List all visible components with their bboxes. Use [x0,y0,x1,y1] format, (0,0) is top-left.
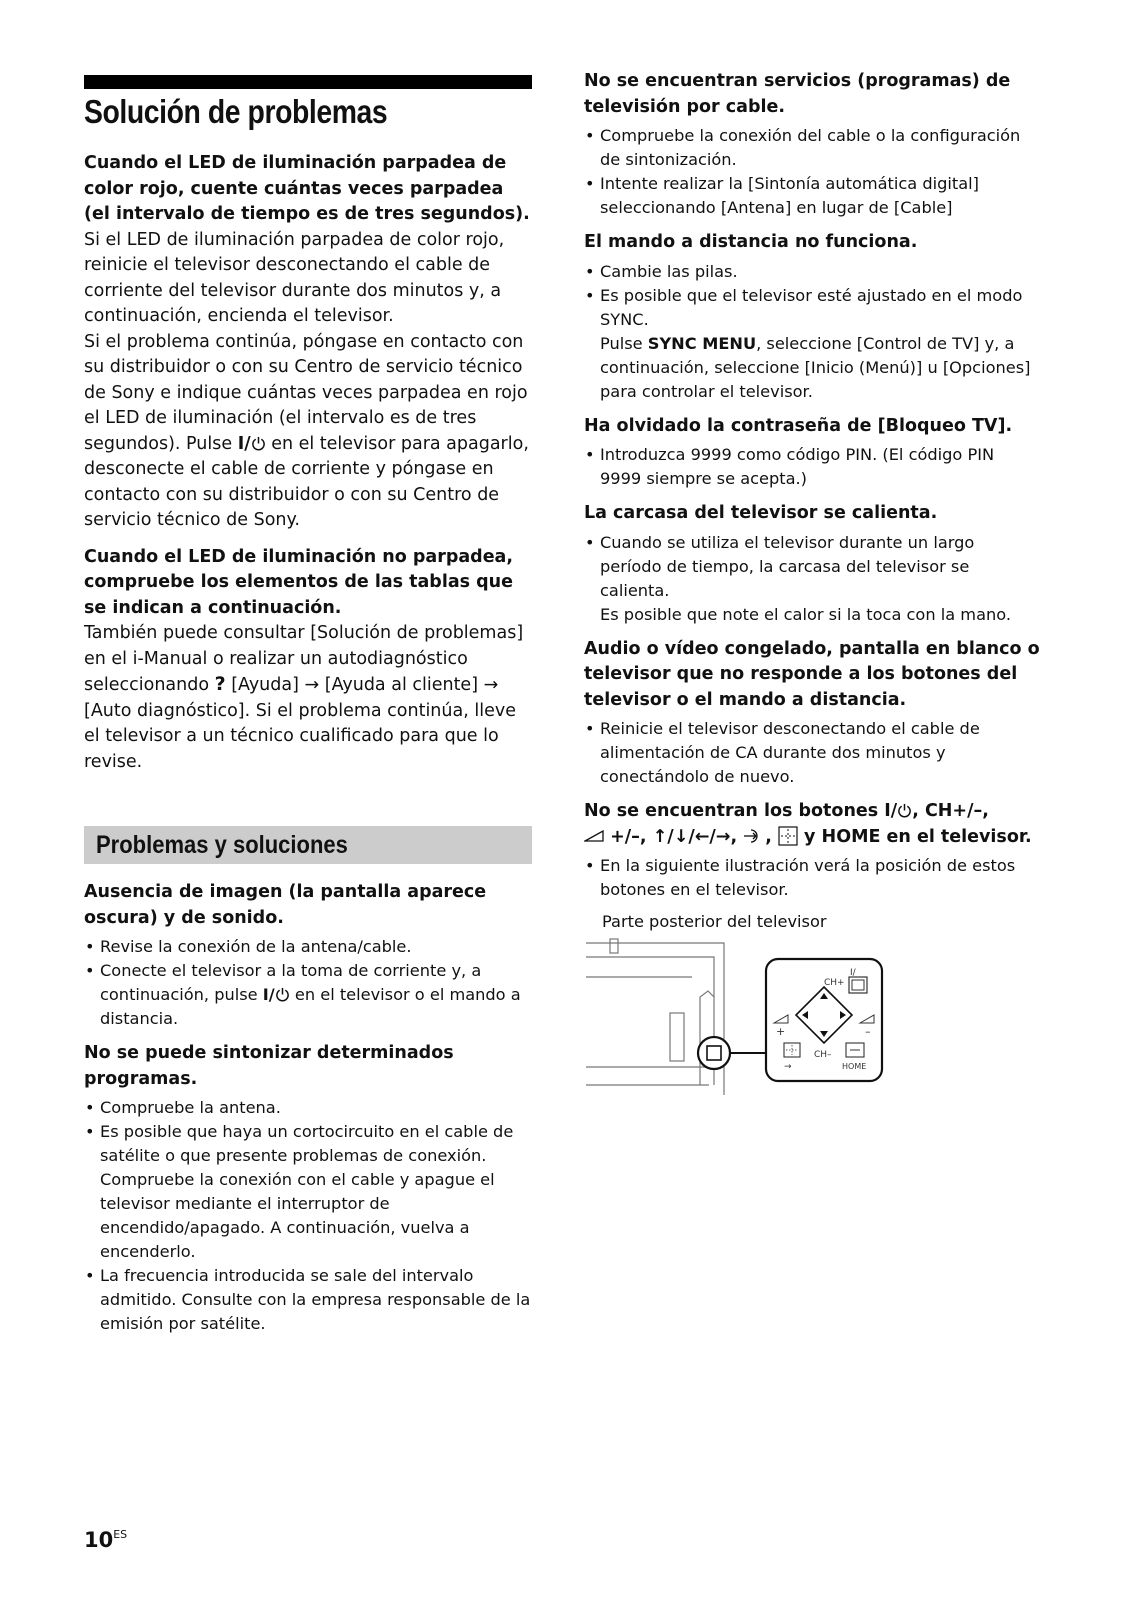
list-item: • Compruebe la antena. [84,1096,532,1120]
password-heading: Ha olvidado la contraseña de [Bloqueo TV]. [584,415,1013,436]
remote-heading: El mando a distancia no funciona. [584,232,918,252]
section-bar [84,826,532,864]
ch-plus-label: CH+ [824,978,845,988]
page-title: Solución de problemas [84,93,388,130]
list-item-text: Conecte el televisor a la toma de corriente y, a continuación, pulse [100,961,482,1004]
list-item: • Es posible que haya un cortocircuito en el cable de satélite o que presente problemas de conexión. Compruebe la conexión con el cable y apague el televisor mediante el interruptor de encendido/apagado. A continuación, vuelva a encenderlo. [84,1120,532,1264]
remote-list [584,260,1040,404]
sync-menu-key: SYNC MENU [647,333,757,353]
password-list [584,443,1040,491]
power-symbol: I/ [238,434,266,454]
list-item: • Cambie las pilas. [584,260,1040,284]
frozen-heading: Audio o vídeo congelado, pantalla en blanco o televisor que no responde a los botones del televisor o el mando a distancia. [584,638,1040,710]
list-item-text: en el televisor o el mando a distancia. [100,985,521,1028]
list-item: • Intente realizar la [Sintonía automática digital] seleccionando [Antena] en lugar de [Cable] [584,172,1040,220]
help-menu-label: [Ayuda] [231,675,299,695]
hot-case-heading: La carcasa del televisor se calienta. [584,503,938,523]
options-icon [778,826,798,846]
buttons-list [584,854,1040,902]
arrow-right-icon: → [304,675,320,695]
page-number-value: 10 [84,1528,114,1552]
no-picture-heading: Ausencia de imagen (la pantalla aparece oscura) y de sonido. [84,882,487,928]
led-blinks-paragraph-2-end: en el televisor para apagarlo, desconecte el cable de corriente y póngase en contacto con su distribuidor o con su Centro de servicio técnico de Sony. [84,433,529,530]
customer-help-label: [Ayuda al cliente] [324,675,479,695]
help-icon: ? [214,673,226,695]
list-item: • Revise la conexión de la antena/cable. [84,935,532,959]
list-item [584,531,1040,627]
power-label: I/ [850,968,856,978]
page-number [84,1528,127,1552]
hot-case-list [584,531,1040,627]
list-item: • Compruebe la conexión del cable o la configuración de sintonización. [584,124,1040,172]
cannot-tune-list [84,1096,532,1336]
left-column-problems [84,880,532,1336]
joystick-icon [707,1046,721,1060]
led-no-blink-heading: Cuando el LED de iluminación no parpadea, compruebe los elementos de las tablas que se indican a continuación. [84,546,514,618]
cable-services-heading: No se encuentran servicios (programas) de televisión por cable. [584,71,1011,117]
home-label: HOME [842,1062,867,1071]
list-item: • La frecuencia introducida se sale del intervalo admitido. Consulte con la empresa responsable de la emisión por satélite. [84,1264,532,1336]
input-icon: → [784,1062,792,1072]
left-column [84,151,532,775]
vol-plus-label: + [776,1025,786,1038]
led-blinks-heading: Cuando el LED de iluminación parpadea de color rojo, cuente cuántas veces parpadea (el intervalo de tiempo es de tres segundos). [84,153,530,224]
right-column [584,69,1040,1105]
list-item-extra: Es posible que note el calor si la toca con la mano. [600,604,1012,624]
list-item-text: Es posible que el televisor esté ajustado en el modo SYNC. [600,285,1023,329]
title-rule [84,75,532,89]
ch-minus-label: CH– [814,1050,832,1060]
sync-text: , seleccione [Control de TV] y, a continuación, seleccione [Inicio (Menú)] u [Opciones] para controlar el televisor. [600,333,1031,401]
volume-icon [584,830,604,842]
list-item-text: Cuando se utiliza el televisor durante un largo período de tiempo, la carcasa del televisor se calienta. [600,532,975,600]
list-item: • En la siguiente ilustración verá la posición de estos botones en el televisor. [584,854,1040,902]
no-picture-list [84,935,532,1031]
power-icon [275,987,290,1002]
led-blinks-paragraph-2-start: Si el problema continúa, póngase en contacto con su distribuidor o con su Centro de servicio técnico de Sony e indique cuántas veces parpadea en rojo el LED de iluminación (el intervalo es de tres segundos). Pulse [84,331,528,454]
sync-menu-instruction [600,332,1040,404]
power-symbol: I/ [263,985,290,1004]
power-icon [897,803,912,818]
auto-diagnostic-text: [Auto diagnóstico]. Si el problema continúa, lleve el televisor a un técnico cualificado para que lo revise. [84,700,516,772]
vol-minus-label: – [865,1025,871,1038]
arrows-icon: ↑/↓/←/→ [652,826,731,847]
buttons-heading-text: y HOME en el televisor. [797,826,1032,847]
buttons-heading-text: , CH+/–, [912,801,989,821]
buttons-heading-text: No se encuentran los botones [584,801,885,821]
led-blinks-paragraph-2 [84,330,532,534]
cannot-tune-heading: No se puede sintonizar determinados programas. [84,1043,454,1089]
section-title: Problemas y soluciones [96,831,348,859]
list-item [84,959,532,1031]
led-no-blink-paragraph [84,621,532,775]
cable-services-list [584,124,1040,220]
figure-caption: Parte posterior del televisor [602,912,827,931]
tv-rear-illustration [584,935,894,1105]
led-no-blink-text-a: También puede consultar [Solución de problemas] en el i-Manual o realizar un autodiagnóstico seleccionando [84,623,524,695]
sync-text: Pulse [600,333,648,353]
list-item: • Reinicie el televisor desconectando el cable de alimentación de CA durante dos minutos y conectándolo de nuevo. [584,717,1040,789]
page-language: ES [113,1528,128,1541]
arrow-right-icon: → [483,675,499,695]
list-item: • Introduzca 9999 como código PIN. (El código PIN 9999 siempre se acepta.) [584,443,1040,491]
list-item [584,284,1040,404]
frozen-list [584,717,1040,789]
power-icon [251,436,266,451]
buttons-heading: No se encuentran los botones I/ , CH+/–, +/–, ↑/↓/←/→, , y HOME en el televisor. [584,801,1032,847]
input-icon [743,828,765,844]
led-blinks-paragraph-1: Si el LED de iluminación parpadea de color rojo, reinicie el televisor desconectando el cable de corriente del televisor durante dos minutos y, a continuación, encienda el televisor. [84,229,505,326]
buttons-heading-text: +/–, [604,826,653,847]
